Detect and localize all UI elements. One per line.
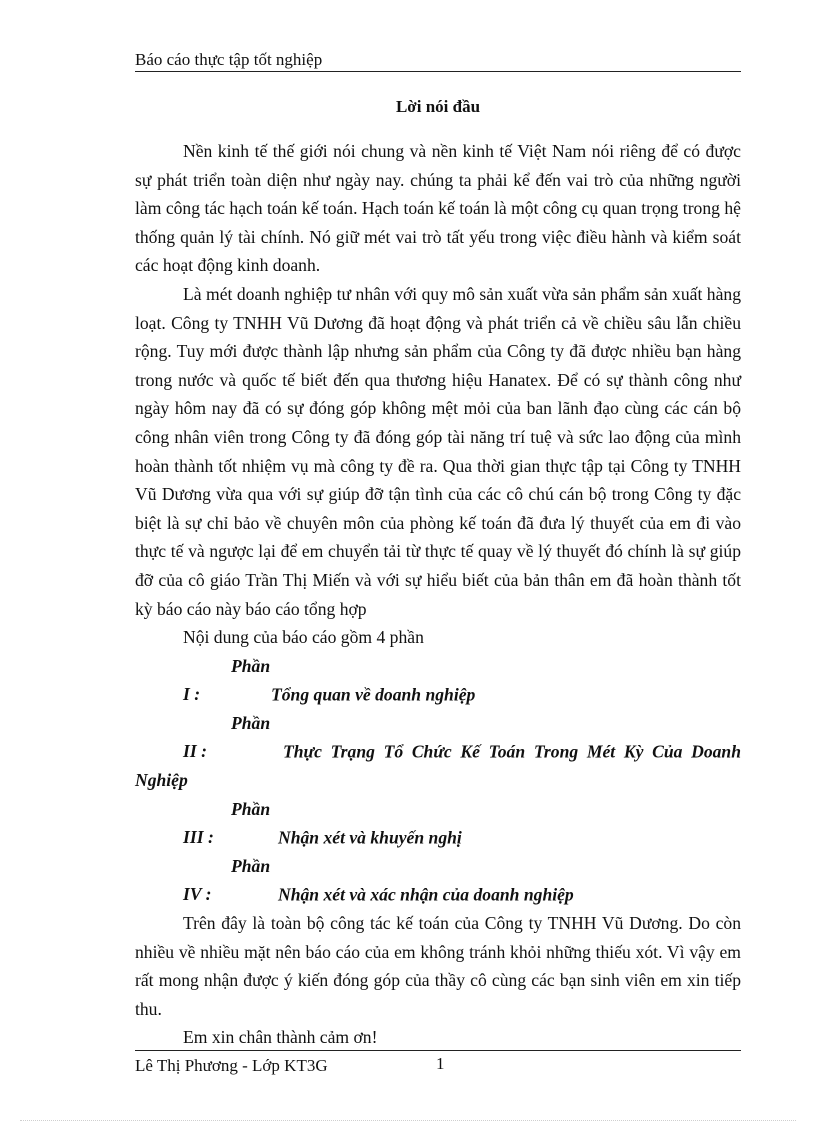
footer-divider xyxy=(135,1050,741,1051)
part-title: Nhận xét và xác nhận của doanh nghiệp xyxy=(278,884,574,905)
running-header: Báo cáo thực tập tốt nghiệp xyxy=(135,50,323,69)
document-body xyxy=(135,137,741,1052)
part-item-1 xyxy=(135,652,741,709)
paragraph-closing: Trên đây là toàn bộ công tác kế toán của Công ty TNHH Vũ Dương. Do còn nhiều về nhiều mặt nên báo cáo của em không tránh khỏi những thiếu xót. Vì vậy em rất mong nhận được ý kiến đóng góp của thầy cô cùng các bạn sinh viên em xin tiếp thu. xyxy=(135,913,741,1019)
header-divider xyxy=(135,71,741,72)
part-title: Tổng quan về doanh nghiệp xyxy=(271,684,476,705)
part-title: Nhận xét và khuyến nghị xyxy=(278,827,462,848)
part-label: Phần II : xyxy=(183,712,271,762)
paragraph-contents: Nội dung của báo cáo gồm 4 phần xyxy=(183,627,424,648)
part-label: Phần IV : xyxy=(183,855,271,905)
page-edge-divider xyxy=(20,1120,796,1121)
part-item-4 xyxy=(135,852,741,909)
paragraph-company: Là mét doanh nghiệp tư nhân với quy mô sản xuất vừa sản phẩm sản xuất hàng loạt. Công ty TNHH Vũ Dương đã hoạt động và phát triển cả về chiều sâu lẫn chiều rộng. Tuy mới được thành lập nhưng sản phẩm của Công ty đã được nhiều bạn hàng trong nước và quốc tế biết đến qua thương hiệu Hanatex. Để có sự thành công như ngày hôm nay đã có sự đóng góp không mệt mỏi của ban lãnh đạo cùng các cán bộ công nhân viên trong Công ty đã đóng góp tài năng trí tuệ và sức lao động của mình hoàn thành tốt nhiệm vụ mà công ty đề ra. Qua thời gian thực tập tại Công ty TNHH Vũ Dương vừa qua với sự giúp đỡ tận tình của các cô chú cán bộ trong Công ty đặc biệt là sự chỉ bảo về chuyên môn của phòng kế toán đã đưa lý thuyết của em đi vào thực tế và ngược lại để em chuyển tải từ thực tế quay về lý thuyết đó chính là sự giúp đỡ của cô giáo Trần Thị Miến và với sự hiểu biết của bản thân em đã hoàn thành tốt kỳ báo cáo này báo cáo tổng hợp xyxy=(135,283,741,619)
part-item-2 xyxy=(135,709,741,795)
page-title: Lời nói đầu xyxy=(395,97,481,116)
part-title: Thực Trạng Tổ Chức Kế Toán Trong Mét Kỳ Của Doanh Nghiệp xyxy=(135,741,741,791)
page-number: 1 xyxy=(436,1054,445,1073)
footer-author: Lê Thị Phương - Lớp KT3G xyxy=(135,1056,328,1075)
paragraph-thanks: Em xin chân thành cảm ơn! xyxy=(183,1027,378,1048)
part-label: Phần I : xyxy=(183,655,271,705)
paragraph-intro: Nền kinh tế thế giới nói chung và nền kinh tế Việt Nam nói riêng để có được sự phát triển toàn diện như ngày nay. chúng ta phải kể đến vai trò của những người làm công tác hạch toán kế toán. Hạch toán kế toán là một công cụ quan trọng trong hệ thống quản lý tài chính. Nó giữ mét vai trò tất yếu trong việc điều hành và kiểm soát các hoạt động kinh doanh. xyxy=(135,141,741,276)
part-item-3 xyxy=(135,795,741,852)
part-label: Phần III : xyxy=(183,798,271,848)
